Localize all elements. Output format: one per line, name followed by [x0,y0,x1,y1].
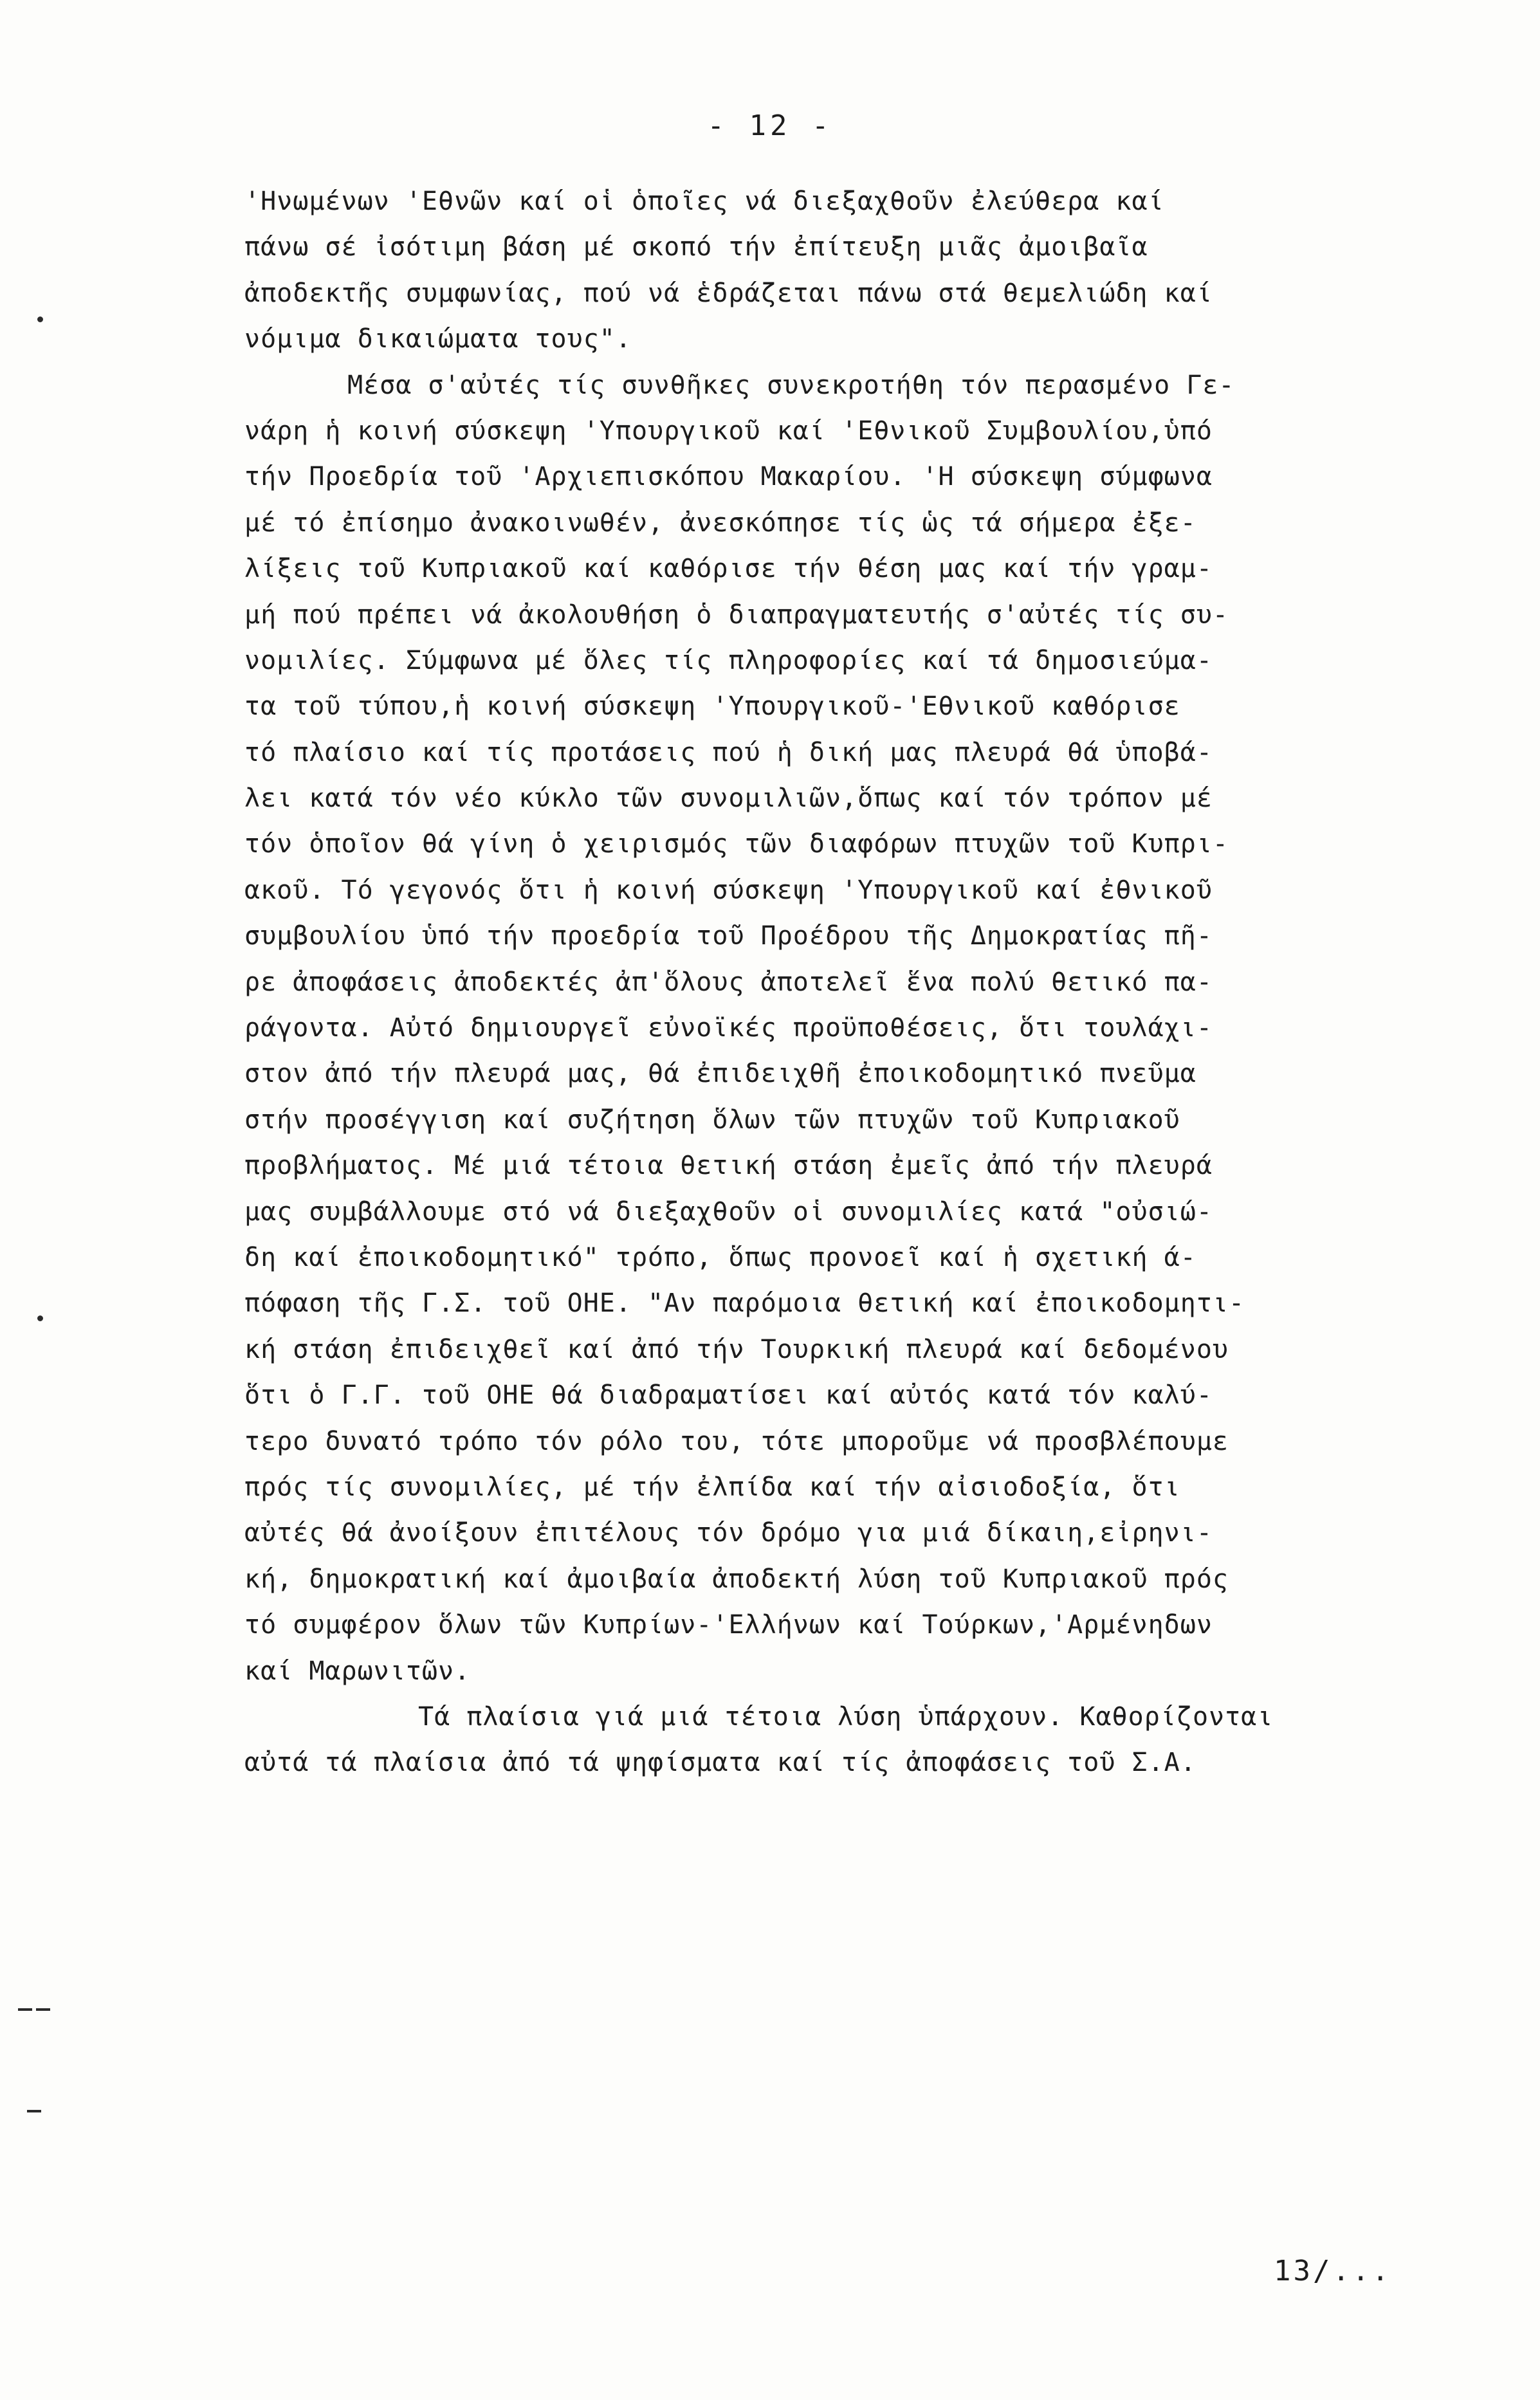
text-line: ὅτι ὁ Γ.Γ. τοῦ ΟΗΕ θά διαδραματίσει καί αὐτός κατά τόν καλύ- [244,1380,1213,1411]
paragraph-start-line: Μέσα σ'αὐτές τίς συνθῆκες συνεκροτήθη τόν περασμένο Γε- [347,370,1235,400]
margin-mark [37,1315,43,1321]
text-line: κή στάση ἐπιδειχθεῖ καί ἀπό τήν Τουρκική πλευρά καί δεδομένου [244,1334,1229,1364]
text-line: νόμιμα δικαιώματα τους". [244,324,632,354]
page-number: - 12 - [707,109,833,142]
text-line: νάρη ἡ κοινή σύσκεψη 'Υπουργικοῦ καί 'Εθνικοῦ Συμβουλίου,ὑπό [244,416,1213,446]
text-line: στήν προσέγγιση καί συζήτηση ὅλων τῶν πτυχῶν τοῦ Κυπριακοῦ [244,1104,1180,1135]
text-line: λίξεις τοῦ Κυπριακοῦ καί καθόρισε τήν θέση μας καί τήν γραμ- [244,554,1213,584]
text-line: τερο δυνατό τρόπο τόν ρόλο του, τότε μποροῦμε νά προσβλέπουμε [244,1426,1229,1456]
text-line: τό συμφέρον ὅλων τῶν Κυπρίων-'Ελλήνων καί Τούρκων,'Αρμένηδων [244,1610,1213,1640]
text-line: αὐτές θά ἀνοίξουν ἐπιτέλους τόν δρόμο για μιά δίκαιη,εἰρηνι- [244,1518,1213,1548]
text-line: μή πού πρέπει νά ἀκολουθήση ὁ διαπραγματευτής σ'αὐτές τίς συ- [244,600,1229,630]
text-line: τα τοῦ τύπου,ἡ κοινή σύσκεψη 'Υπουργικοῦ-'Εθνικοῦ καθόρισε [244,692,1180,722]
margin-mark [37,316,43,322]
text-line: μέ τό ἐπίσημο ἀνακοινωθέν, ἀνεσκόπησε τίς ὡς τά σήμερα ἐξε- [244,508,1196,538]
text-line: ρε ἀποφάσεις ἀποδεκτές ἀπ'ὅλους ἀποτελεῖ ἕνα πολύ θετικό πα- [244,967,1213,997]
text-line: καί Μαρωνιτῶν. [244,1656,471,1686]
text-line: τό πλαίσιο καί τίς προτάσεις πού ἡ δική μας πλευρά θά ὑποβά- [244,737,1213,767]
text-line: αὐτά τά πλαίσια ἀπό τά ψηφίσματα καί τίς ἀποφάσεις τοῦ Σ.Α. [244,1748,1196,1778]
text-line: συμβουλίου ὑπό τήν προεδρία τοῦ Προέδρου τῆς Δημοκρατίας πῆ- [244,921,1213,951]
text-line: ράγοντα. Αὐτό δημιουργεῖ εὐνοϊκές προϋποθέσεις, ὅτι τουλάχι- [244,1013,1213,1043]
text-line: δη καί ἐποικοδομητικό" τρόπο, ὅπως προνοεῖ καί ἡ σχετική ά- [244,1242,1196,1272]
margin-mark [27,2110,41,2112]
margin-mark [18,2008,32,2011]
text-line: λει κατά τόν νέο κύκλο τῶν συνομιλιῶν,ὅπως καί τόν τρόπον μέ [244,783,1213,814]
text-line: νομιλίες. Σύμφωνα μέ ὅλες τίς πληροφορίες καί τά δημοσιεύμα- [244,645,1213,675]
margin-mark [36,2008,50,2011]
text-line: πρός τίς συνομιλίες, μέ τήν ἐλπίδα καί τήν αἰσιοδοξία, ὅτι [244,1472,1180,1502]
text-line: κή, δημοκρατική καί ἀμοιβαία ἀποδεκτή λύση τοῦ Κυπριακοῦ πρός [244,1564,1229,1594]
text-line: προβλήματος. Μέ μιά τέτοια θετική στάση ἐμεῖς ἀπό τήν πλευρά [244,1151,1213,1181]
paragraph-start-line: Τά πλαίσια γιά μιά τέτοια λύση ὑπάρχουν. Καθορίζονται [418,1701,1274,1732]
text-line: μας συμβάλλουμε στό νά διεξαχθοῦν οἱ συνομιλίες κατά "οὐσιώ- [244,1196,1213,1227]
text-line: 'Ηνωμένων 'Εθνῶν καί οἱ ὁποῖες νά διεξαχθοῦν ἐλεύθερα καί [244,187,1164,216]
continuation-marker: 13/... [1274,2255,1391,2287]
text-line: ἀποδεκτῆς συμφωνίας, πού νά ἑδράζεται πάνω στά θεμελιώδη καί [244,278,1213,308]
text-line: πόφαση τῆς Γ.Σ. τοῦ ΟΗΕ. "Αν παρόμοια θετική καί ἐποικοδομητι- [244,1288,1245,1319]
text-line: τήν Προεδρία τοῦ 'Αρχιεπισκόπου Μακαρίου. 'Η σύσκεψη σύμφωνα [244,462,1213,492]
text-line: τόν ὁποῖον θά γίνη ὁ χειρισμός τῶν διαφόρων πτυχῶν τοῦ Κυπρι- [244,829,1229,859]
text-line: στον ἀπό τήν πλευρά μας, θά ἐπιδειχθῆ ἐποικοδομητικό πνεῦμα [244,1059,1196,1089]
text-line: ακοῦ. Τό γεγονός ὅτι ἡ κοινή σύσκεψη 'Υπουργικοῦ καί ἐθνικοῦ [244,875,1213,905]
text-line: πάνω σέ ἰσότιμη βάση μέ σκοπό τήν ἐπίτευξη μιᾶς ἀμοιβαῖα [244,232,1148,262]
body-text [244,179,1505,1786]
